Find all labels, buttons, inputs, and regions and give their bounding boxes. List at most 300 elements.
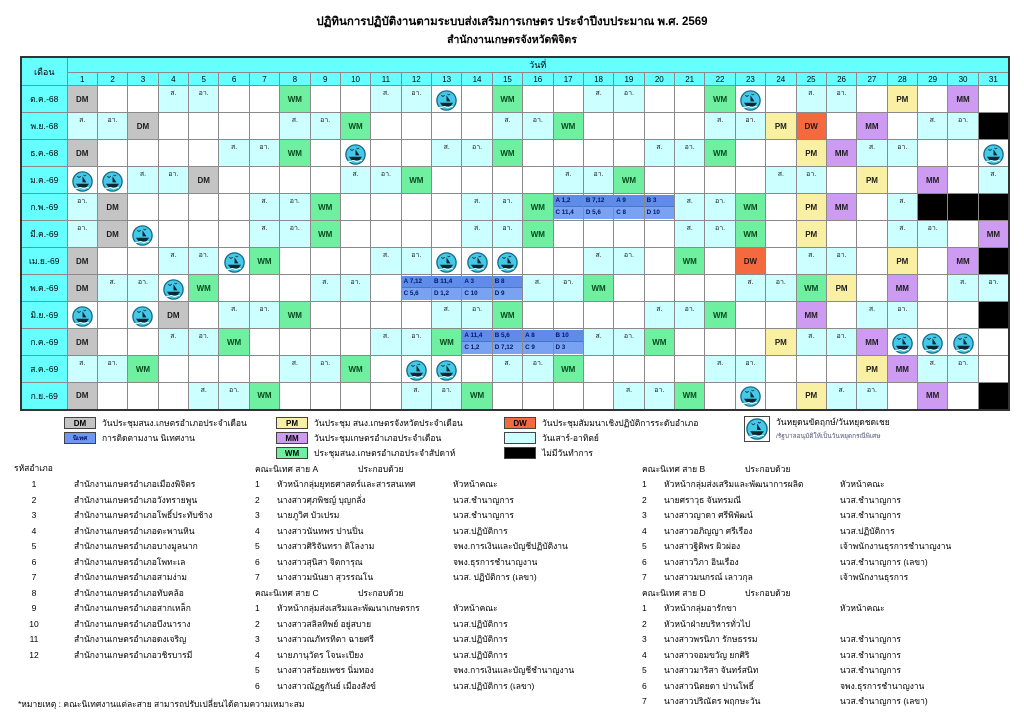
no-day-cell: [978, 248, 1009, 275]
day-number: 5: [189, 73, 219, 86]
footnote: *หมายเหตุ : คณะนิเทศงานแต่ละสาย สามารถปรับเปลี่ยนได้ตามความเหมาะสม: [18, 699, 305, 709]
team-sub-header: ประกอบด้วย: [745, 463, 791, 474]
day-cell: DM: [189, 167, 219, 194]
day-cell: WM: [553, 356, 583, 383]
holiday-boat-icon: [467, 252, 488, 273]
saturday-cell: ส.: [735, 275, 765, 302]
day-cell: [371, 302, 401, 329]
day-cell: MM: [887, 356, 917, 383]
team-member-row: [255, 554, 637, 570]
day-cell: [401, 194, 431, 221]
day-cell: [340, 221, 370, 248]
day-cell: WM: [280, 302, 310, 329]
member-name: นางสาวศุภพิชญ์ บุญกลั่ง: [277, 494, 366, 505]
office-name: สำนักงานเกษตรอำเภอดงเจริญ: [74, 634, 187, 645]
holiday-boat-icon: [406, 360, 427, 381]
office-name: สำนักงานเกษตรอำเภอบึงนาราง: [74, 618, 191, 629]
saturday-cell: ส.: [796, 86, 826, 113]
saturday-cell: ส.: [918, 113, 948, 140]
day-cell: [189, 194, 219, 221]
day-cell: WM: [523, 221, 553, 248]
member-name: หัวหน้ากลุ่มส่งเสริมและพัฒนาการผลิต: [664, 479, 804, 490]
holiday-boat-icon: [224, 252, 245, 273]
no-day-cell: [978, 302, 1009, 329]
sunday-cell: อา.: [189, 86, 219, 113]
sunday-cell: อา.: [766, 275, 796, 302]
day-cell: [158, 194, 188, 221]
day-cell: [432, 167, 462, 194]
day-cell: WM: [796, 275, 826, 302]
day-cell: [462, 275, 492, 302]
team-sub-header: ประกอบด้วย: [745, 587, 791, 598]
holiday-cell: [158, 275, 188, 302]
legend-column-1: [64, 416, 247, 446]
member-position: เจ้าพนักงานธุรการชำนาญงาน: [840, 541, 952, 552]
sunday-cell: อา.: [219, 383, 249, 410]
holiday-boat-icon: [922, 333, 943, 354]
team-name: คณะนิเทศ สาย C: [255, 587, 319, 598]
member-position: จพง.การเงินและบัญชีชำนาญงาน: [453, 665, 575, 676]
saturday-cell: ส.: [614, 383, 644, 410]
saturday-cell: ส.: [857, 302, 887, 329]
member-number: 6: [642, 556, 647, 567]
member-name: นางสาวสร้อยเพชร นิ่มทอง: [277, 665, 374, 676]
day-cell: [705, 167, 735, 194]
day-cell: MM: [887, 275, 917, 302]
member-position: นวส.ชำนาญการ (เลขา): [840, 696, 928, 707]
legend-swatch: นิเทศ: [64, 432, 96, 444]
visit-team-bottom: C 1,2: [462, 342, 491, 354]
sunday-cell: อา.: [705, 221, 735, 248]
office-name: สำนักงานเกษตรอำเภอตะพานหิน: [74, 525, 195, 536]
day-number: 30: [948, 73, 978, 86]
month-label: มิ.ย.-69: [21, 302, 67, 329]
month-label: ม.ค.-69: [21, 167, 67, 194]
day-number: 26: [826, 73, 856, 86]
sunday-cell: อา.: [614, 248, 644, 275]
month-row: [21, 275, 1009, 302]
visit-team-top: B 10: [554, 330, 583, 342]
day-cell: [583, 221, 613, 248]
day-cell: [340, 302, 370, 329]
saturday-cell: ส.: [492, 356, 522, 383]
day-number: 18: [583, 73, 613, 86]
holiday-cell: [432, 248, 462, 275]
visit-team-top: A 9: [614, 195, 643, 207]
day-cell: WM: [553, 113, 583, 140]
day-number: 3: [128, 73, 158, 86]
holiday-boat-icon: [436, 252, 457, 273]
saturday-cell: ส.: [887, 221, 917, 248]
team-member-row: [642, 477, 1012, 493]
saturday-cell: ส.: [462, 221, 492, 248]
sunday-cell: อา.: [948, 113, 978, 140]
office-row: [14, 632, 252, 648]
member-name: นางสาวสุนิสา จิตการุณ: [277, 556, 363, 567]
day-cell: [766, 221, 796, 248]
day-cell: [219, 194, 249, 221]
holiday-cell: [219, 248, 249, 275]
holiday-boat-icon: [132, 225, 153, 246]
day-cell: MM: [826, 194, 856, 221]
day-cell: [310, 329, 340, 356]
team-member-row: [642, 694, 1012, 710]
day-cell: [583, 302, 613, 329]
visit-team-top: B 7,12: [584, 195, 613, 207]
saturday-cell: ส.: [432, 302, 462, 329]
day-cell: [675, 275, 705, 302]
visit-team-top: A 3: [462, 276, 491, 288]
day-cell: [766, 302, 796, 329]
office-name: สำนักงานเกษตรอำเภอวังทรายพูน: [74, 494, 198, 505]
day-cell: [675, 356, 705, 383]
day-cell: [128, 86, 158, 113]
day-number: 12: [401, 73, 431, 86]
saturday-cell: ส.: [887, 194, 917, 221]
team-member-row: [642, 616, 1012, 632]
day-cell: PM: [796, 221, 826, 248]
day-cell: [644, 86, 674, 113]
day-cell: [735, 140, 765, 167]
day-number: 20: [644, 73, 674, 86]
day-cell: DW: [796, 113, 826, 140]
visit-team-top: A 1,2: [554, 195, 583, 207]
legend-item: [276, 431, 463, 445]
visit-team-bottom: C 11,4: [554, 207, 583, 219]
month-label: พ.ย.-68: [21, 113, 67, 140]
legend-swatch: MM: [276, 432, 308, 444]
sunday-cell: อา.: [826, 86, 856, 113]
saturday-cell: ส.: [583, 329, 613, 356]
member-position: หัวหน้าคณะ: [840, 603, 885, 614]
day-cell: [644, 167, 674, 194]
day-cell: [887, 383, 917, 410]
holiday-cell: [735, 86, 765, 113]
day-cell: WM: [340, 113, 370, 140]
day-cell: [705, 383, 735, 410]
day-number: 8: [280, 73, 310, 86]
saturday-cell: ส.: [371, 329, 401, 356]
day-cell: WM: [310, 221, 340, 248]
day-cell: [553, 86, 583, 113]
day-cell: [97, 329, 127, 356]
page-subtitle: สำนักงานเกษตรจังหวัดพิจิตร: [447, 34, 577, 46]
saturday-cell: ส.: [826, 383, 856, 410]
day-cell: WM: [644, 329, 674, 356]
saturday-cell: ส.: [705, 113, 735, 140]
month-label: ต.ค.-68: [21, 86, 67, 113]
member-name: นางสาวนิตยดา ปานโพธิ์: [664, 680, 754, 691]
day-cell: [492, 329, 522, 356]
sunday-cell: อา.: [128, 275, 158, 302]
member-name: นางสาววิภา อินเรือง: [664, 556, 739, 567]
day-cell: DM: [67, 86, 97, 113]
visit-team-bottom: D 3: [554, 342, 583, 354]
member-name: นางสาวสลิลทิพย์ อยู่สบาย: [277, 618, 372, 629]
day-cell: [371, 356, 401, 383]
date-header: วันที่: [67, 57, 1009, 73]
day-cell: WM: [735, 194, 765, 221]
sunday-cell: อา.: [735, 356, 765, 383]
member-number: 7: [255, 572, 260, 583]
day-cell: WM: [219, 329, 249, 356]
member-number: 5: [255, 541, 260, 552]
sunday-cell: อา.: [523, 113, 553, 140]
day-cell: WM: [492, 140, 522, 167]
saturday-cell: ส.: [219, 302, 249, 329]
day-cell: WM: [705, 302, 735, 329]
day-cell: MM: [796, 302, 826, 329]
day-cell: MM: [978, 221, 1009, 248]
member-position: นวส.ปฏิบัติการ: [453, 634, 508, 645]
member-position: จพง.การเงินและบัญชีปฏิบัติงาน: [453, 541, 568, 552]
office-code: 5: [31, 541, 37, 552]
day-cell: [432, 221, 462, 248]
day-cell: [583, 194, 613, 221]
day-cell: WM: [128, 356, 158, 383]
day-cell: [978, 356, 1009, 383]
month-row: [21, 167, 1009, 194]
sunday-cell: อา.: [371, 167, 401, 194]
legend-label: ประชุมสนง.เกษตรอำเภอประจำสัปดาห์: [314, 448, 456, 458]
day-cell: WM: [280, 86, 310, 113]
day-cell: DM: [97, 221, 127, 248]
sunday-cell: อา.: [705, 194, 735, 221]
day-cell: [310, 302, 340, 329]
legend-label: วันประชุมเกษตรอำเภอประจำเดือน: [314, 433, 442, 443]
day-cell: [523, 248, 553, 275]
office-row: [14, 477, 252, 493]
saturday-cell: ส.: [644, 302, 674, 329]
day-cell: [189, 356, 219, 383]
sunday-cell: อา.: [67, 221, 97, 248]
day-cell: PM: [887, 86, 917, 113]
sunday-cell: อา.: [97, 356, 127, 383]
day-number: 15: [492, 73, 522, 86]
day-number: 4: [158, 73, 188, 86]
team-name: คณะนิเทศ สาย A: [255, 463, 319, 474]
member-number: 3: [255, 510, 260, 521]
office-name: สำนักงานเกษตรอำเภอสามง่าม: [74, 572, 187, 583]
day-cell: PM: [766, 113, 796, 140]
visit-team-bottom: D 5,6: [584, 207, 613, 219]
holiday-boat-icon: [163, 279, 184, 300]
day-cell: [523, 302, 553, 329]
member-number: 4: [642, 649, 647, 660]
day-cell: [614, 275, 644, 302]
legend-item: [504, 446, 698, 460]
legend-swatch: DM: [64, 417, 96, 429]
saturday-cell: ส.: [705, 356, 735, 383]
member-position: นวส.ปฏิบัติการ: [453, 618, 508, 629]
sunday-cell: อา.: [189, 329, 219, 356]
day-cell: [158, 140, 188, 167]
member-number: 5: [642, 541, 647, 552]
day-cell: DM: [67, 329, 97, 356]
member-name: นางสาวพรนิภา รักษธรรม: [664, 634, 758, 645]
month-row: [21, 194, 1009, 221]
office-code: 9: [31, 603, 37, 614]
day-cell: DM: [67, 248, 97, 275]
day-cell: MM: [918, 167, 948, 194]
day-cell: [249, 275, 279, 302]
day-cell: [644, 194, 674, 221]
member-position: นวส.ชำนาญการ: [840, 649, 901, 660]
legend-label: วันประชุม สนง.เกษตรจังหวัดประจำเดือน: [314, 418, 463, 428]
saturday-cell: ส.: [796, 329, 826, 356]
day-cell: WM: [675, 248, 705, 275]
month-row: [21, 356, 1009, 383]
member-position: นวส.ชำนาญการ: [453, 494, 514, 505]
day-cell: WM: [492, 302, 522, 329]
day-number: 17: [553, 73, 583, 86]
month-label: ก.ค.-69: [21, 329, 67, 356]
day-cell: [644, 248, 674, 275]
day-number: 13: [432, 73, 462, 86]
month-label: มี.ค.-69: [21, 221, 67, 248]
legend-item: [64, 431, 247, 445]
legend-item: [276, 446, 463, 460]
sunday-cell: อา.: [97, 113, 127, 140]
office-code: 11: [29, 634, 39, 645]
holiday-boat-icon: [746, 418, 768, 440]
holiday-legend-sublabel: /รัฐบาลอนุมัติให้เป็นวันหยุดกรณีพิเศษ: [776, 433, 881, 440]
day-number: 25: [796, 73, 826, 86]
saturday-cell: ส.: [340, 167, 370, 194]
sunday-cell: อา.: [492, 194, 522, 221]
day-cell: [887, 113, 917, 140]
day-cell: [826, 113, 856, 140]
day-cell: WM: [705, 140, 735, 167]
day-cell: [462, 329, 492, 356]
day-cell: [158, 383, 188, 410]
office-name: สำนักงานเกษตรอำเภอโพทะเล: [74, 556, 186, 567]
day-cell: [310, 140, 340, 167]
sunday-cell: อา.: [492, 221, 522, 248]
day-cell: WM: [523, 194, 553, 221]
day-cell: [583, 356, 613, 383]
day-cell: MM: [826, 140, 856, 167]
team-member-row: [642, 647, 1012, 663]
visit-team-top: A 11,4: [462, 330, 491, 342]
office-row: [14, 508, 252, 524]
team-name: คณะนิเทศ สาย B: [642, 463, 706, 474]
saturday-cell: ส.: [583, 248, 613, 275]
day-cell: [492, 275, 522, 302]
day-cell: [857, 194, 887, 221]
office-code: 2: [31, 494, 37, 505]
saturday-cell: ส.: [948, 275, 978, 302]
day-cell: [219, 275, 249, 302]
sunday-cell: อา.: [826, 329, 856, 356]
day-number: 24: [766, 73, 796, 86]
team-member-row: [642, 539, 1012, 555]
legend-item: [64, 416, 247, 430]
member-name: นางสาวปริณัตร พฤกษะวัน: [664, 696, 761, 707]
team-member-row: [642, 508, 1012, 524]
member-position: นวส.ชำนาญการ: [453, 510, 514, 521]
day-cell: DM: [158, 302, 188, 329]
saturday-cell: ส.: [67, 113, 97, 140]
saturday-cell: ส.: [158, 248, 188, 275]
office-row: [14, 570, 252, 586]
month-row: [21, 86, 1009, 113]
holiday-cell: [462, 248, 492, 275]
day-cell: DM: [67, 275, 97, 302]
saturday-cell: ส.: [796, 248, 826, 275]
day-cell: [826, 167, 856, 194]
day-cell: [766, 248, 796, 275]
day-cell: [857, 221, 887, 248]
team-member-row: [255, 616, 637, 632]
holiday-boat-icon: [740, 386, 761, 407]
day-cell: [219, 167, 249, 194]
day-cell: [705, 275, 735, 302]
team-member-row: [255, 539, 637, 555]
day-cell: WM: [280, 140, 310, 167]
visit-team-top: B 5,6: [493, 330, 522, 342]
day-cell: [219, 221, 249, 248]
sunday-cell: อา.: [553, 275, 583, 302]
team-member-row: [642, 492, 1012, 508]
day-cell: [735, 329, 765, 356]
team-member-row: [642, 554, 1012, 570]
day-cell: [249, 356, 279, 383]
sunday-cell: อา.: [310, 356, 340, 383]
day-cell: [249, 113, 279, 140]
day-cell: PM: [796, 140, 826, 167]
day-cell: [401, 302, 431, 329]
day-cell: [735, 302, 765, 329]
member-number: 2: [642, 618, 647, 629]
day-cell: [644, 275, 674, 302]
day-cell: [432, 275, 462, 302]
day-cell: WM: [340, 356, 370, 383]
sunday-cell: อา.: [826, 248, 856, 275]
member-name: นางสาวอภิญญา ศรีเรือง: [664, 525, 753, 536]
saturday-cell: ส.: [128, 167, 158, 194]
day-cell: [826, 302, 856, 329]
office-list-header: รหัสอำเภอ: [14, 463, 53, 473]
office-name: สำนักงานเกษตรอำเภอทับคล้อ: [74, 587, 184, 598]
day-cell: [766, 194, 796, 221]
day-cell: WM: [614, 167, 644, 194]
day-cell: [219, 86, 249, 113]
saturday-cell: ส.: [523, 275, 553, 302]
holiday-cell: [432, 356, 462, 383]
legend-item: [276, 416, 463, 430]
sunday-cell: อา.: [948, 356, 978, 383]
team-member-row: [255, 632, 637, 648]
day-cell: [918, 140, 948, 167]
day-cell: [97, 248, 127, 275]
day-cell: PM: [857, 167, 887, 194]
saturday-cell: ส.: [432, 140, 462, 167]
day-cell: [280, 248, 310, 275]
day-cell: [432, 194, 462, 221]
day-cell: PM: [826, 275, 856, 302]
office-code: 4: [31, 525, 37, 536]
member-name: นางสาวฐิติพร ผิวผ่อง: [664, 541, 741, 552]
no-day-cell: [948, 194, 978, 221]
day-cell: [614, 140, 644, 167]
sunday-cell: อา.: [249, 140, 279, 167]
day-cell: MM: [948, 86, 978, 113]
day-cell: [614, 113, 644, 140]
month-label: ก.พ.-69: [21, 194, 67, 221]
day-cell: [553, 221, 583, 248]
day-cell: [583, 113, 613, 140]
